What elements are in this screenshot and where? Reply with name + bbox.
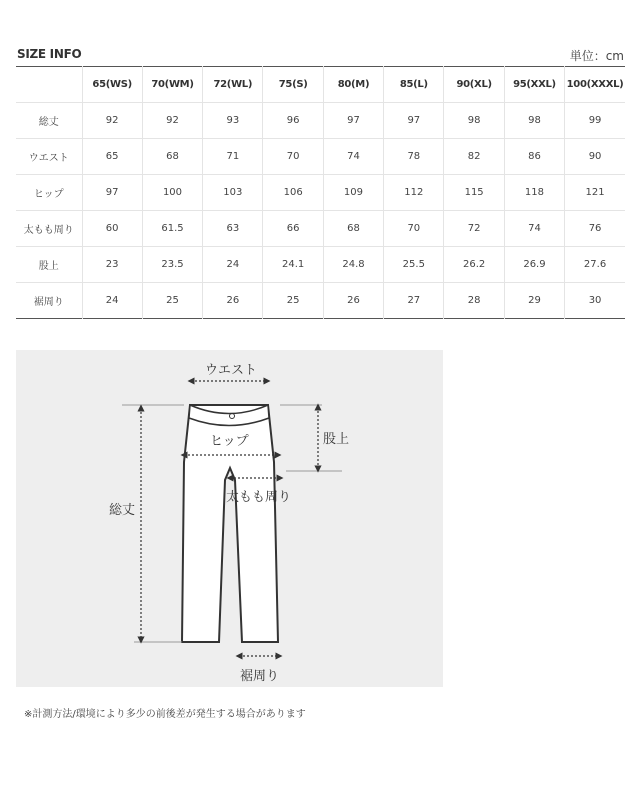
measurement-label: ウエスト <box>16 139 82 175</box>
measurement-value: 24.8 <box>323 247 383 283</box>
measurement-value: 24 <box>82 283 142 319</box>
size-header-row <box>16 67 625 103</box>
measurement-value: 68 <box>323 211 383 247</box>
measurement-value: 92 <box>142 103 202 139</box>
measurement-value: 23.5 <box>142 247 202 283</box>
measurement-value: 74 <box>323 139 383 175</box>
measurement-value: 99 <box>565 103 625 139</box>
measurement-label: 股上 <box>16 247 82 283</box>
measurement-value: 70 <box>263 139 323 175</box>
measurement-value: 25.5 <box>384 247 444 283</box>
waist-label: ウエスト <box>205 363 258 378</box>
measurement-value: 23 <box>82 247 142 283</box>
corner-cell <box>16 67 82 103</box>
size-column-header: 75(S) <box>263 67 323 103</box>
size-table <box>16 66 625 319</box>
measurement-value: 96 <box>263 103 323 139</box>
unit-label: 単位：cm <box>569 49 624 63</box>
hip-label: ヒップ <box>210 434 249 449</box>
measurement-value: 68 <box>142 139 202 175</box>
size-column-header: 72(WL) <box>203 67 263 103</box>
measurement-label: ヒップ <box>16 175 82 211</box>
measurement-value: 86 <box>504 139 564 175</box>
measurement-footnote: ※計測方法/環境により多少の前後差が発生する場合があります <box>24 709 306 720</box>
measurement-value: 103 <box>203 175 263 211</box>
pants-illustration <box>16 350 443 687</box>
table-row <box>16 283 625 319</box>
measurement-value: 100 <box>142 175 202 211</box>
table-row <box>16 247 625 283</box>
measurement-value: 115 <box>444 175 504 211</box>
measurement-value: 97 <box>384 103 444 139</box>
measurement-value: 27.6 <box>565 247 625 283</box>
size-info-title: SIZE INFO <box>17 47 82 61</box>
measurement-value: 65 <box>82 139 142 175</box>
size-column-header: 90(XL) <box>444 67 504 103</box>
measurement-value: 121 <box>565 175 625 211</box>
table-row <box>16 103 625 139</box>
hem-label: 裾周り <box>240 669 280 684</box>
measurement-value: 24.1 <box>263 247 323 283</box>
measurement-value: 76 <box>565 211 625 247</box>
measurement-value: 93 <box>203 103 263 139</box>
measurement-value: 27 <box>384 283 444 319</box>
length-label: 総丈 <box>109 503 136 518</box>
measurement-value: 30 <box>565 283 625 319</box>
size-column-header: 95(XXL) <box>504 67 564 103</box>
measurement-label: 太もも周り <box>16 211 82 247</box>
measurement-value: 26.2 <box>444 247 504 283</box>
measurement-value: 66 <box>263 211 323 247</box>
measurement-value: 118 <box>504 175 564 211</box>
measurement-value: 24 <box>203 247 263 283</box>
measurement-value: 60 <box>82 211 142 247</box>
table-row <box>16 175 625 211</box>
size-column-header: 80(M) <box>323 67 383 103</box>
measurement-value: 61.5 <box>142 211 202 247</box>
measurement-label: 総丈 <box>16 103 82 139</box>
table-row <box>16 211 625 247</box>
measurement-value: 63 <box>203 211 263 247</box>
measurement-value: 25 <box>263 283 323 319</box>
measurement-value: 97 <box>323 103 383 139</box>
measurement-value: 78 <box>384 139 444 175</box>
measurement-value: 26.9 <box>504 247 564 283</box>
measurement-value: 26 <box>323 283 383 319</box>
size-column-header: 85(L) <box>384 67 444 103</box>
measurement-value: 98 <box>504 103 564 139</box>
measurement-value: 109 <box>323 175 383 211</box>
measurement-diagram <box>16 350 443 687</box>
measurement-value: 92 <box>82 103 142 139</box>
rise-label: 股上 <box>323 432 350 447</box>
size-column-header: 70(WM) <box>142 67 202 103</box>
table-row <box>16 139 625 175</box>
measurement-value: 72 <box>444 211 504 247</box>
measurement-value: 70 <box>384 211 444 247</box>
measurement-value: 25 <box>142 283 202 319</box>
measurement-value: 26 <box>203 283 263 319</box>
measurement-value: 98 <box>444 103 504 139</box>
measurement-value: 97 <box>82 175 142 211</box>
measurement-value: 82 <box>444 139 504 175</box>
measurement-value: 74 <box>504 211 564 247</box>
measurement-label: 裾周り <box>33 297 64 308</box>
measurement-value: 29 <box>504 283 564 319</box>
size-column-header: 65(WS) <box>82 67 142 103</box>
size-column-header: 100(XXXL) <box>565 67 625 103</box>
measurement-value: 90 <box>565 139 625 175</box>
measurement-value: 106 <box>263 175 323 211</box>
measurement-value: 112 <box>384 175 444 211</box>
thigh-label: 太もも周り <box>226 490 292 505</box>
measurement-value: 28 <box>444 283 504 319</box>
measurement-value: 71 <box>203 139 263 175</box>
